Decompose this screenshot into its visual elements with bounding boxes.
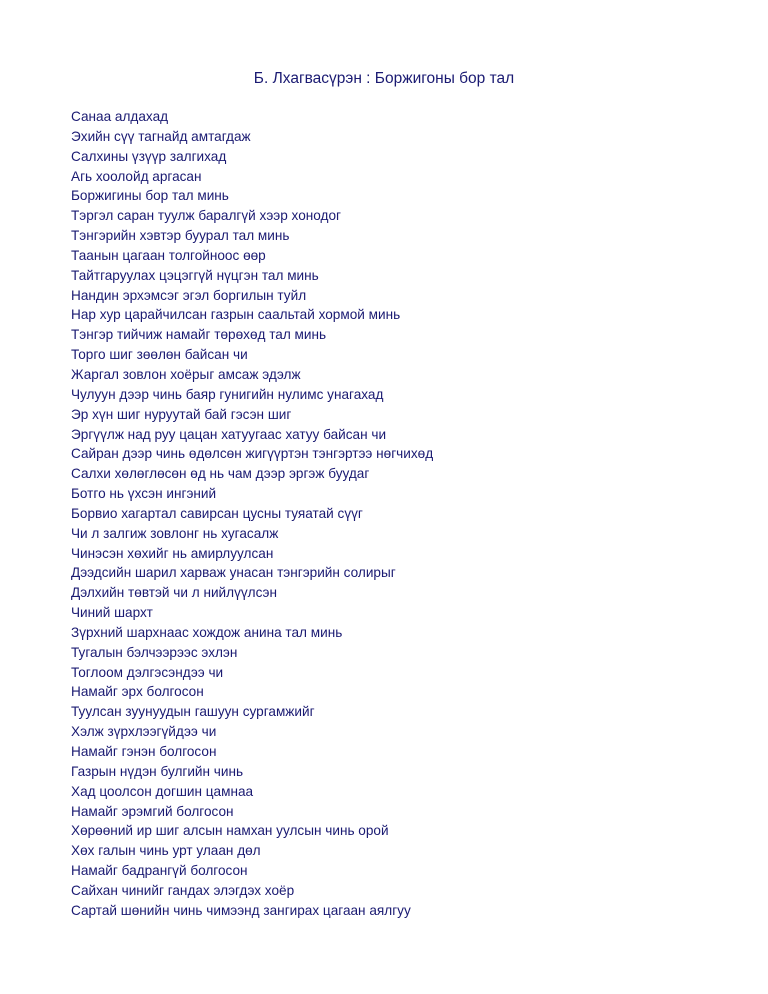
poem-line: Эхийн сүү тагнайд амтагдаж <box>71 128 251 144</box>
poem-line: Агь хоолойд аргасан <box>71 168 202 184</box>
poem-line: Нар хур царайчилсан газрын саальтай хормой минь <box>71 307 401 323</box>
poem-line: Сайран дээр чинь өдөлсөн жигүүртэн тэнгэртээ нөгчихөд <box>71 446 434 462</box>
poem-line: Жаргал зовлон хоёрыг амсаж эдэлж <box>71 366 301 382</box>
poem-line: Чи л залгиж зовлонг нь хугасалж <box>71 525 279 541</box>
poem-line: Боржигины бор тал минь <box>71 188 229 204</box>
poem-line: Борвио хагартал савирсан цусны туяатай сүүг <box>71 505 363 521</box>
poem-line: Тугалын бэлчээрээс эхлэн <box>71 644 238 660</box>
poem-line: Туулсан зуунуудын гашуун сургамжийг <box>71 704 315 720</box>
poem-line: Чиний шархт <box>71 605 153 621</box>
poem-line: Намайг бадрангүй болгосон <box>71 863 248 879</box>
poem-line: Сайхан чинийг гандах элэгдэх хоёр <box>71 882 295 898</box>
poem-line: Намайг эрэмгий болгосон <box>71 803 234 819</box>
poem-line: Хөх галын чинь урт улаан дөл <box>71 843 261 859</box>
poem-line: Эргүүлж над руу цацан хатуугаас хатуу байсан чи <box>71 426 387 442</box>
poem-line: Чулуун дээр чинь баяр гунигийн нулимс унагахад <box>71 386 384 402</box>
poem-line: Хэлж зүрхлээгүйдээ чи <box>71 724 217 740</box>
document-title: Б. Лхагвасүрэн : Боржигоны бор тал <box>253 70 515 87</box>
poem-line: Тэнгэр тийчиж намайг төрөхөд тал минь <box>71 327 327 343</box>
poem-line: Сартай шөнийн чинь чимээнд зангирах цагаан аялгуу <box>71 902 411 918</box>
poem-line: Чинэсэн хөхийг нь амирлуулсан <box>71 545 274 561</box>
poem-line: Эр хүн шиг нуруутай бай гэсэн шиг <box>71 406 292 422</box>
poem-line: Тэргэл саран туулж баралгүй хээр хонодог <box>71 208 341 224</box>
poem-line: Хад цоолсон догшин цамнаа <box>71 783 254 799</box>
poem-line: Тайтгаруулах цэцэггүй нүцгэн тал минь <box>71 267 319 283</box>
poem-body <box>71 107 433 921</box>
poem-line: Зүрхний шархнаас хождож анина тал минь <box>71 624 343 640</box>
poem-line: Ботго нь үхсэн ингэний <box>71 486 217 502</box>
poem-line: Торго шиг зөөлөн байсан чи <box>71 347 248 363</box>
poem-line: Салхи хөлөглөсөн өд нь чам дээр эргэж буудаг <box>71 466 370 482</box>
poem-line: Нандин эрхэмсэг эгэл боргилын туйл <box>71 287 307 303</box>
poem-line: Газрын нүдэн булгийн чинь <box>71 763 244 779</box>
poem-line: Намайг эрх болгосон <box>71 684 204 700</box>
poem-line: Тэнгэрийн хэвтэр буурал тал минь <box>71 228 290 244</box>
poem-line: Салхины үзүүр залгихад <box>71 148 227 164</box>
poem-line: Таанын цагаан толгойноос өөр <box>71 247 266 263</box>
poem-line: Санаа алдахад <box>71 109 169 124</box>
poem-line: Намайг гэнэн болгосон <box>71 744 217 759</box>
poem-line: Дэлхийн төвтэй чи л нийлүүлсэн <box>71 585 277 601</box>
poem-line: Тоглоом дэлгэсэндээ чи <box>71 664 224 680</box>
poem-line: Дээдсийн шарил харваж унасан тэнгэрийн солирыг <box>71 565 396 581</box>
poem-line: Хөрөөний ир шиг алсын намхан уулсын чинь орой <box>71 823 389 839</box>
